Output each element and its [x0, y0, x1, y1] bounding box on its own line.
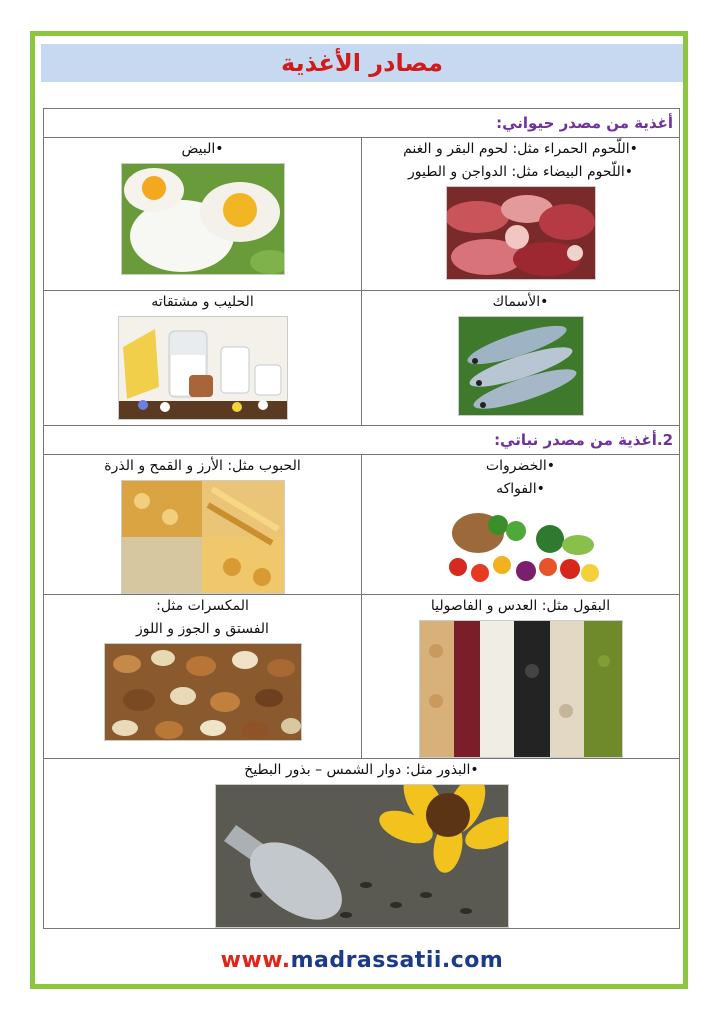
fruits-text: •الفواكه	[496, 481, 545, 497]
eggs-image	[121, 163, 285, 275]
plant-section-heading: 2.أغذية من مصدر نباتي:	[44, 426, 680, 455]
meat-white-text: •اللّحوم البيضاء مثل: الدواجن و الطيور	[408, 164, 633, 180]
meat-image	[446, 186, 596, 280]
vegetables-text: •الخضروات	[485, 458, 556, 474]
fruit-vegetables-image	[438, 503, 604, 589]
footer-www: www.	[220, 948, 291, 973]
dairy-text: الحليب و مشتقاته	[151, 294, 254, 310]
nuts-examples-text: الفستق و الجوز و اللوز	[136, 621, 269, 637]
footer-domain: madrassatii.com	[290, 948, 504, 973]
animal-section-heading: أغذية من مصدر حيواني:	[44, 109, 680, 138]
meat-red-text: •اللّحوم الحمراء مثل: لحوم البقر و الغنم	[403, 141, 638, 157]
legumes-cell	[362, 595, 680, 759]
eggs-text: •البيض	[181, 141, 224, 157]
page-title: مصادر الأغذية	[281, 49, 443, 77]
fish-text: •الأسماك	[492, 294, 549, 310]
sunflower-seeds-image	[215, 784, 509, 928]
seeds-text: •البذور مثل: دوار الشمس – بذور البطيخ	[244, 762, 479, 778]
title-bar	[41, 44, 683, 82]
fish-cell	[362, 291, 680, 426]
nuts-text: المكسرات مثل:	[156, 598, 249, 614]
vegetables-cell	[362, 455, 680, 595]
dairy-cell	[44, 291, 362, 426]
grains-cell	[44, 455, 362, 595]
nuts-image	[104, 643, 302, 741]
website-footer[interactable]	[0, 948, 724, 973]
seeds-cell	[44, 759, 680, 929]
nuts-cell	[44, 595, 362, 759]
meat-cell	[362, 138, 680, 291]
grains-text: الحبوب مثل: الأرز و القمح و الذرة	[104, 458, 301, 474]
pasta-grains-image	[121, 480, 285, 594]
dairy-image	[118, 316, 288, 420]
legumes-text: البقول مثل: العدس و الفاصوليا	[430, 598, 611, 614]
food-sources-table	[43, 108, 680, 929]
fish-image	[458, 316, 584, 416]
eggs-cell	[44, 138, 362, 291]
beans-image	[419, 620, 623, 758]
